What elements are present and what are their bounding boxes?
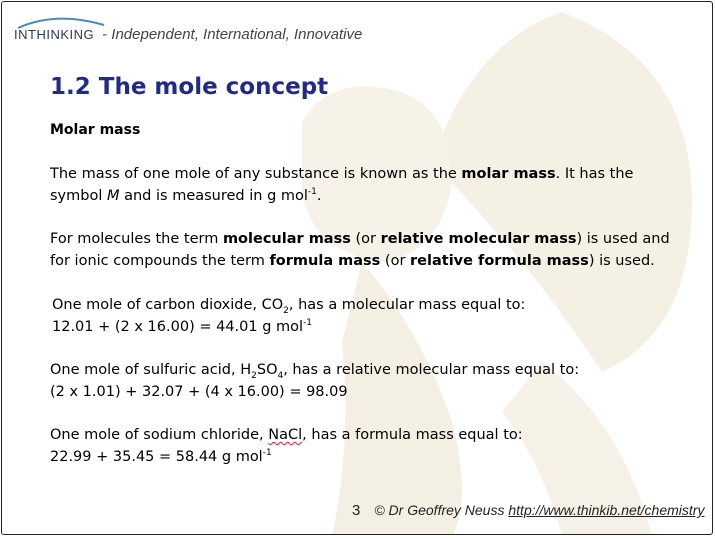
example-sulfuric-acid: One mole of sulfuric acid, $H_2SO_4$, has a relative molecular mass equal to: (2 x 1.01) + 32.07 + (4 x 16.00) = 98.09 <box>50 362 580 400</box>
footer <box>352 502 704 519</box>
logo-text: INTHINKING <box>14 27 95 42</box>
tagline: - Independent, International, Innovative <box>102 26 363 43</box>
credit-link[interactable]: http://www.thinkib.net/chemistry <box>508 502 705 518</box>
logo <box>14 21 94 42</box>
page-number: 3 <box>352 502 361 519</box>
logo-arc-icon <box>16 15 106 29</box>
example-sodium-chloride: One mole of sodium chloride, NaCl, has a formula mass equal to: 22.99 + 35.45 = 58.44 g mol$^{-1}$ <box>50 427 523 465</box>
slide <box>1 1 713 535</box>
page-title: 1.2 The mole concept <box>50 74 329 100</box>
paragraph-molecular-mass: For molecules the term molecular mass (or relative molecular mass) is used and for ionic compounds the term formula mass (or relative formula mass) is used. <box>50 231 670 269</box>
credit: © Dr Geoffrey Neuss <box>374 502 509 518</box>
example-carbon-dioxide: One mole of carbon dioxide, $CO_2$, has a molecular mass equal to: 12.01 + (2 x 16.00) = 44.01 g mol$^{-1}$ <box>52 297 526 335</box>
section-heading: Molar mass <box>50 122 141 138</box>
paragraph-molar-mass: The mass of one mole of any substance is known as the molar mass. It has the symbol M and is measured in g mol$^{-1}$. <box>50 166 634 204</box>
header <box>14 20 362 43</box>
